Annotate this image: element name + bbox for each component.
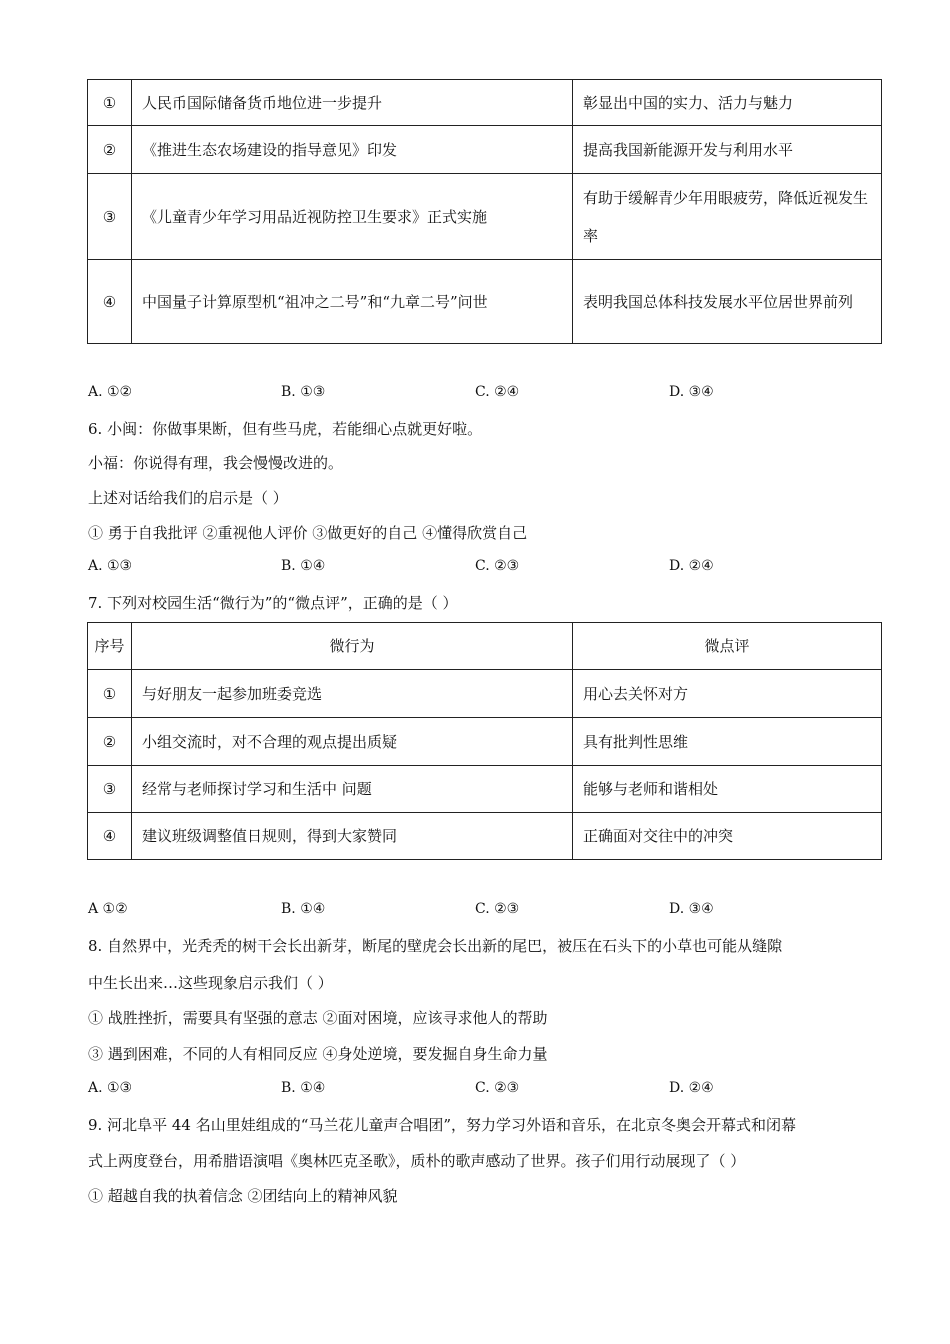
table-row xyxy=(88,126,882,174)
comment-cell: 表明我国总体科技发展水平位居世界前列 xyxy=(573,260,882,344)
table-header-row xyxy=(88,623,882,670)
table-row xyxy=(88,766,882,813)
q9-line2: 式上两度登台，用希腊语演唱《奥林匹克圣歌》，质朴的歌声感动了世界。孩子们用行动展现了（ ） xyxy=(88,1152,746,1170)
behavior-cell: 小组交流时，对不合理的观点提出质疑 xyxy=(132,718,573,766)
option-a[interactable]: A. ①② xyxy=(88,384,133,400)
q8-statements-1: ① 战胜挫折，需要具有坚强的意志 ②面对困境，应该寻求他人的帮助 xyxy=(88,1009,548,1027)
comment-cell: 具有批判性思维 xyxy=(573,718,882,766)
events-table xyxy=(87,79,882,344)
q8-line2: 中生长出来…这些现象启示我们（ ） xyxy=(88,974,333,992)
option-a[interactable]: A. ①③ xyxy=(88,1080,133,1096)
option-d[interactable]: D. ②④ xyxy=(669,558,714,574)
q8-options xyxy=(88,1080,888,1100)
row-number: ④ xyxy=(88,260,132,344)
header-comment: 微点评 xyxy=(573,623,882,670)
table-row xyxy=(88,718,882,766)
option-d[interactable]: D. ②④ xyxy=(669,1080,714,1096)
event-cell: 中国量子计算原型机“祖冲之二号”和“九章二号”问世 xyxy=(132,260,573,344)
option-b[interactable]: B. ①③ xyxy=(281,384,326,400)
header-num: 序号 xyxy=(88,623,132,670)
table-row xyxy=(88,80,882,126)
comment-cell: 有助于缓解青少年用眼疲劳，降低近视发生率 xyxy=(573,174,882,260)
comment-cell: 能够与老师和谐相处 xyxy=(573,766,882,813)
table-row xyxy=(88,813,882,860)
comment-cell: 正确面对交往中的冲突 xyxy=(573,813,882,860)
q6-statements: ① 勇于自我批评 ②重视他人评价 ③做更好的自己 ④懂得欣赏自己 xyxy=(88,524,528,542)
option-b[interactable]: B. ①④ xyxy=(281,558,326,574)
row-number: ② xyxy=(88,718,132,766)
row-number: ③ xyxy=(88,174,132,260)
option-c[interactable]: C. ②④ xyxy=(475,384,520,400)
option-b[interactable]: B. ①④ xyxy=(281,1080,326,1096)
comment-cell: 提高我国新能源开发与利用水平 xyxy=(573,126,882,174)
table-row xyxy=(88,260,882,344)
option-c[interactable]: C. ②③ xyxy=(475,901,520,917)
option-c[interactable]: C. ②③ xyxy=(475,1080,520,1096)
q6-question: 上述对话给我们的启示是（ ） xyxy=(88,489,288,507)
behavior-cell: 与好朋友一起参加班委竞选 xyxy=(132,670,573,718)
comment-cell: 彰显出中国的实力、活力与魅力 xyxy=(573,80,882,126)
option-a[interactable]: A ①② xyxy=(88,901,128,917)
header-behavior: 微行为 xyxy=(132,623,573,670)
row-number: ④ xyxy=(88,813,132,860)
option-b[interactable]: B. ①④ xyxy=(281,901,326,917)
comment-cell: 用心去关怀对方 xyxy=(573,670,882,718)
behavior-cell: 建议班级调整值日规则，得到大家赞同 xyxy=(132,813,573,860)
option-c[interactable]: C. ②③ xyxy=(475,558,520,574)
q6-line2: 小福：你说得有理，我会慢慢改进的。 xyxy=(88,454,344,472)
row-number: ③ xyxy=(88,766,132,813)
row-number: ② xyxy=(88,126,132,174)
q8-statements-2: ③ 遇到困难，不同的人有相同反应 ④身处逆境，要发掘自身生命力量 xyxy=(88,1045,548,1063)
event-cell: 《推进生态农场建设的指导意见》印发 xyxy=(132,126,573,174)
behavior-cell: 经常与老师探讨学习和生活中 问题 xyxy=(132,766,573,813)
q7-options xyxy=(88,901,888,921)
q9-line1: 9. 河北阜平 44 名山里娃组成的“马兰花儿童声合唱团”，努力学习外语和音乐，在北京冬奥会开幕式和闭幕 xyxy=(88,1116,797,1134)
row-number: ① xyxy=(88,670,132,718)
q8-line1: 8. 自然界中，光秃秃的树干会长出新芽，断尾的壁虎会长出新的尾巴，被压在石头下的小草也可能从缝隙 xyxy=(88,937,783,955)
q7-stem: 7. 下列对校园生活“微行为”的“微点评”，正确的是（ ） xyxy=(88,594,458,612)
event-cell: 人民币国际储备货币地位进一步提升 xyxy=(132,80,573,126)
option-d[interactable]: D. ③④ xyxy=(669,384,714,400)
row-number: ① xyxy=(88,80,132,126)
behavior-table xyxy=(87,622,882,860)
option-a[interactable]: A. ①③ xyxy=(88,558,133,574)
q9-statements-1: ① 超越自我的执着信念 ②团结向上的精神风貌 xyxy=(88,1187,398,1205)
q5-options xyxy=(88,384,888,404)
q6-options xyxy=(88,558,888,578)
q6-line1: 6. 小闽：你做事果断，但有些马虎，若能细心点就更好啦。 xyxy=(88,420,483,438)
event-cell: 《儿童青少年学习用品近视防控卫生要求》正式实施 xyxy=(132,174,573,260)
option-d[interactable]: D. ③④ xyxy=(669,901,714,917)
table-row xyxy=(88,670,882,718)
table-row xyxy=(88,174,882,260)
